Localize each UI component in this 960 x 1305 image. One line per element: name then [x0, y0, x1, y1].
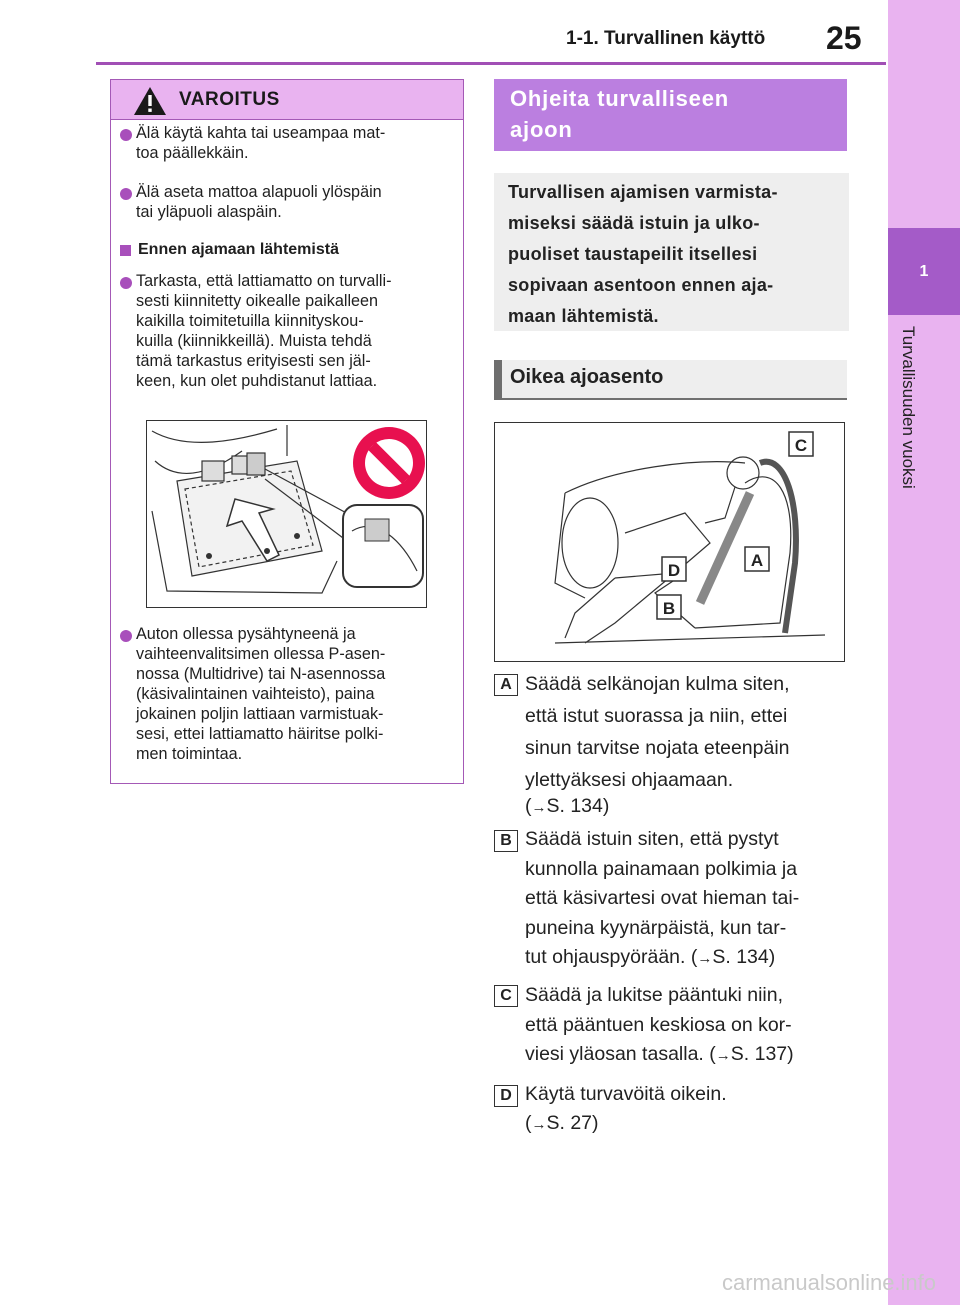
floor-mat-illustration: [146, 420, 427, 608]
chapter-title: Turvallisuuden vuoksi: [899, 326, 918, 489]
item-a-line-4: ylettyäksesi ohjaamaan.: [525, 769, 734, 791]
figure-label-a: A: [750, 551, 764, 570]
bullet-dot-icon: [120, 630, 132, 642]
bullet-dot-icon: [120, 188, 132, 200]
item-c-line-1: Säädä ja lukitse pääntuki niin,: [525, 984, 784, 1006]
item-d-line-1: Käytä turvavöitä oikein.: [525, 1083, 727, 1105]
warning-heading: VAROITUS: [179, 89, 280, 110]
bullet-dot-icon: [120, 277, 132, 289]
arrow-icon: →: [697, 950, 713, 967]
arrow-icon: →: [531, 1116, 547, 1133]
item-b-line-4: puneina kyynärpäistä, kun tar-: [525, 917, 787, 939]
item-d-reference-link[interactable]: (→S. 27): [525, 1112, 599, 1134]
item-b-line-3: että käsivartesi ovat hieman tai-: [525, 887, 800, 909]
item-label-b: B: [494, 830, 518, 852]
arrow-icon: →: [531, 799, 547, 816]
chapter-tab-strip: [888, 0, 960, 1305]
watermark: carmanualsonline.info: [722, 1270, 937, 1295]
header-rule: [96, 62, 886, 65]
square-bullet-icon: [120, 245, 131, 256]
item-c-line-2: että pääntuen keskiosa on kor-: [525, 1014, 792, 1036]
item-a-line-1: Säädä selkänojan kulma siten,: [525, 673, 790, 695]
section-heading-safe-driving: Ohjeita turvalliseen ajoon: [494, 79, 847, 151]
chapter-title-vertical: [898, 326, 924, 536]
warning-item-orientation: Älä aseta mattoa alapuoli ylöspäin tai yläpuoli alaspäin.: [136, 183, 382, 221]
warning-item-pedals: Auton ollessa pysähtyneenä ja vaihteenvalitsimen ollessa P-asen- nossa (Multidrive) tai N-asennossa (käsivalintainen vaihteisto), paina jokainen poljin lattiaan varmistuak- sesi, ettei lattiamatto häiritse polki- men toimintaa.: [136, 625, 386, 763]
driver-seat-drawing: [495, 423, 843, 660]
item-b-line-2: kunnolla painamaan polkimia ja: [525, 858, 798, 880]
item-c-reference-link[interactable]: viesi yläosan tasalla. (→S. 137): [525, 1043, 794, 1065]
section-heading-driving-position: Oikea ajoasento: [494, 360, 847, 400]
warning-subheading: Ennen ajamaan lähtemistä: [138, 241, 339, 258]
chapter-number-tab[interactable]: 1: [888, 228, 960, 315]
warning-item-stacking: Älä käytä kahta tai useampaa mat- toa päällekkäin.: [136, 124, 386, 162]
warning-item-check-mat: Tarkasta, että lattiamatto on turvalli- sesti kiinnitetty oikealle paikalleen kaikilla toimitetuilla kiinnityskou- kuilla (kiinnikkeillä). Muista tehdä tämä tarkastus erityisesti sen jäl- keen, kun olet puhdistanut lattiaa.: [136, 272, 392, 390]
item-label-a: A: [494, 674, 518, 696]
item-label-d: D: [494, 1085, 518, 1107]
intro-box: Turvallisen ajamisen varmista- miseksi säädä istuin ja ulko- puoliset taustapeilit itsellesi sopivaan asentoon ennen aja- maan lähtemistä.: [494, 173, 849, 331]
arrow-icon: →: [715, 1047, 731, 1064]
item-a-line-3: sinun tarvitse nojata eteenpäin: [525, 737, 790, 759]
figure-label-b: B: [662, 599, 676, 618]
item-a-line-2: että istut suorassa ja niin, ettei: [525, 705, 788, 727]
item-b-reference-link[interactable]: tut ohjauspyörään. (→S. 134): [525, 946, 776, 968]
page-number: 25: [826, 20, 862, 56]
figure-label-d: D: [667, 561, 681, 580]
item-a-reference-link[interactable]: (→S. 134): [525, 795, 610, 817]
bullet-dot-icon: [120, 129, 132, 141]
item-label-c: C: [494, 985, 518, 1007]
section-title: 1-1. Turvallinen käyttö: [566, 28, 766, 49]
floor-mat-drawing: [147, 421, 425, 606]
warning-triangle-icon: [133, 86, 167, 116]
item-b-line-1: Säädä istuin siten, että pystyt: [525, 828, 779, 850]
driving-position-illustration: [494, 422, 845, 662]
warning-header: [111, 80, 463, 120]
figure-label-c: C: [794, 436, 808, 455]
